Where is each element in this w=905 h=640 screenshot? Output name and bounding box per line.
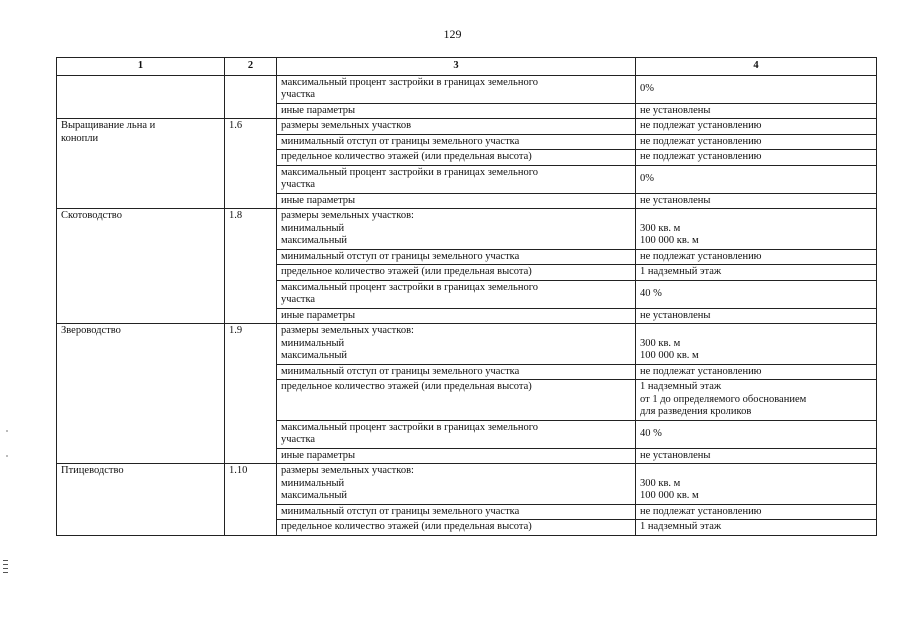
column-header: 2	[225, 58, 277, 76]
spacer	[640, 325, 872, 338]
activity-code-cell: 1.10	[225, 464, 277, 536]
parameter-cell	[277, 193, 636, 209]
parameter-cell	[277, 308, 636, 324]
activity-code-cell: 1.9	[225, 324, 277, 464]
scan-dot	[6, 455, 8, 457]
parameter-cell	[277, 134, 636, 150]
activity-name-cell	[57, 209, 225, 324]
parameter-cell	[277, 150, 636, 166]
cell-line: не подлежат установлению	[640, 365, 762, 377]
value-cell	[636, 75, 877, 103]
cell-line: максимальный	[281, 350, 347, 361]
cell-line: 40 %	[640, 287, 662, 299]
cell-line: максимальный	[281, 490, 347, 501]
cell-line: иные параметры	[281, 309, 356, 321]
land-use-parameters-table	[56, 57, 877, 536]
cell-line: максимальный процент застройки в границах земельного	[281, 76, 539, 88]
cell-line: предельное количество этажей (или предельная высота)	[281, 151, 532, 162]
cell-line: не подлежат установлению	[640, 505, 762, 517]
value-cell	[636, 464, 877, 505]
value-cell	[636, 364, 877, 380]
activity-code-cell: 1.8	[225, 209, 277, 324]
value-cell	[636, 134, 877, 150]
cell-line: минимальный	[281, 477, 345, 489]
value-cell	[636, 504, 877, 520]
value-cell	[636, 265, 877, 281]
cell-line: 0%	[640, 82, 654, 94]
spacer	[640, 210, 872, 223]
value-cell	[636, 448, 877, 464]
cell-line: участка	[281, 179, 316, 190]
cell-line: минимальный отступ от границы земельного участка	[281, 505, 520, 517]
cell-line: не установлены	[640, 309, 711, 321]
cell-line: минимальный	[281, 222, 345, 234]
table-row	[57, 209, 877, 250]
cell-line: предельное количество этажей (или предельная высота)	[281, 266, 532, 277]
table-row	[57, 464, 877, 505]
activity-code-cell: 1.6	[225, 119, 277, 209]
cell-line: 1 надземный этаж	[640, 266, 722, 277]
page-number: 129	[443, 27, 462, 41]
parameter-cell	[277, 103, 636, 119]
parameter-cell	[277, 420, 636, 448]
cell-line: размеры земельных участков:	[281, 465, 414, 476]
cell-line: максимальный процент застройки в границах земельного	[281, 166, 539, 178]
cell-line: 1 надземный этаж	[640, 381, 722, 392]
parameter-cell	[277, 364, 636, 380]
parameter-cell	[277, 380, 636, 421]
cell-line: участка	[281, 434, 316, 445]
activity-code-cell	[225, 75, 277, 119]
cell-line: минимальный отступ от границы земельного участка	[281, 135, 520, 147]
value-cell	[636, 193, 877, 209]
activity-name-cell	[57, 324, 225, 464]
cell-line: 1 надземный этаж	[640, 521, 722, 532]
cell-line: от 1 до определяемого обоснованием	[640, 393, 807, 405]
parameter-cell	[277, 265, 636, 281]
cell-line: предельное количество этажей (или предельная высота)	[281, 521, 532, 532]
value-cell	[636, 308, 877, 324]
cell-line: не подлежат установлению	[640, 135, 762, 147]
cell-line: не подлежат установлению	[640, 120, 762, 131]
value-cell	[636, 420, 877, 448]
cell-line: участка	[281, 294, 316, 305]
cell-line: не установлены	[640, 449, 711, 461]
cell-line: минимальный отступ от границы земельного участка	[281, 365, 520, 377]
cell-line: участка	[281, 89, 316, 100]
column-header: 1	[57, 58, 225, 76]
parameter-cell	[277, 209, 636, 250]
cell-line: не подлежат установлению	[640, 250, 762, 262]
cell-line: максимальный процент застройки в границах земельного	[281, 421, 539, 433]
cell-line: максимальный	[281, 235, 347, 246]
cell-line: 300 кв. м	[640, 337, 681, 349]
parameter-cell	[277, 324, 636, 365]
column-header: 3	[277, 58, 636, 76]
cell-line: минимальный	[281, 337, 345, 349]
cell-line: размеры земельных участков:	[281, 210, 414, 221]
value-cell	[636, 280, 877, 308]
value-cell	[636, 165, 877, 193]
cell-line: не установлены	[640, 104, 711, 116]
parameter-cell	[277, 249, 636, 265]
parameter-cell	[277, 165, 636, 193]
activity-name-cell	[57, 119, 225, 209]
cell-line: не подлежат установлению	[640, 151, 762, 162]
cell-line: 0%	[640, 172, 654, 184]
value-cell	[636, 249, 877, 265]
cell-line: 300 кв. м	[640, 477, 681, 489]
cell-line: 100 000 кв. м	[640, 235, 699, 246]
cell-line: 100 000 кв. м	[640, 490, 699, 501]
value-cell	[636, 380, 877, 421]
spacer	[640, 465, 872, 478]
cell-line: размеры земельных участков	[281, 120, 412, 131]
cell-line: предельное количество этажей (или предельная высота)	[281, 381, 532, 392]
table-body	[57, 75, 877, 535]
parameter-cell	[277, 464, 636, 505]
column-header: 4	[636, 58, 877, 76]
scan-dot	[6, 430, 8, 432]
cell-line: 300 кв. м	[640, 222, 681, 234]
cell-line: 100 000 кв. м	[640, 350, 699, 361]
value-cell	[636, 520, 877, 536]
parameter-cell	[277, 448, 636, 464]
value-cell	[636, 324, 877, 365]
cell-line: максимальный процент застройки в границах земельного	[281, 281, 539, 293]
activity-name-cell	[57, 75, 225, 119]
cell-line: 40 %	[640, 427, 662, 439]
table-header-row	[57, 58, 877, 76]
cell-line: иные параметры	[281, 194, 356, 206]
table-row	[57, 119, 877, 135]
cell-line: конопли	[61, 132, 99, 144]
parameter-cell	[277, 280, 636, 308]
margin-marks	[3, 560, 9, 576]
cell-line: Скотоводство	[61, 210, 122, 221]
cell-line: Выращивание льна и	[61, 120, 156, 131]
table-row	[57, 324, 877, 365]
table-row	[57, 75, 877, 103]
value-cell	[636, 209, 877, 250]
cell-line: не установлены	[640, 194, 711, 206]
cell-line: иные параметры	[281, 104, 356, 116]
cell-line: для разведения кроликов	[640, 406, 752, 417]
parameter-cell	[277, 75, 636, 103]
parameter-cell	[277, 119, 636, 135]
value-cell	[636, 119, 877, 135]
cell-line: размеры земельных участков:	[281, 325, 414, 336]
cell-line: Птицеводство	[61, 465, 124, 476]
parameter-cell	[277, 504, 636, 520]
value-cell	[636, 150, 877, 166]
parameter-cell	[277, 520, 636, 536]
cell-line: Звероводство	[61, 325, 121, 336]
cell-line: минимальный отступ от границы земельного участка	[281, 250, 520, 262]
activity-name-cell	[57, 464, 225, 536]
value-cell	[636, 103, 877, 119]
cell-line: иные параметры	[281, 449, 356, 461]
